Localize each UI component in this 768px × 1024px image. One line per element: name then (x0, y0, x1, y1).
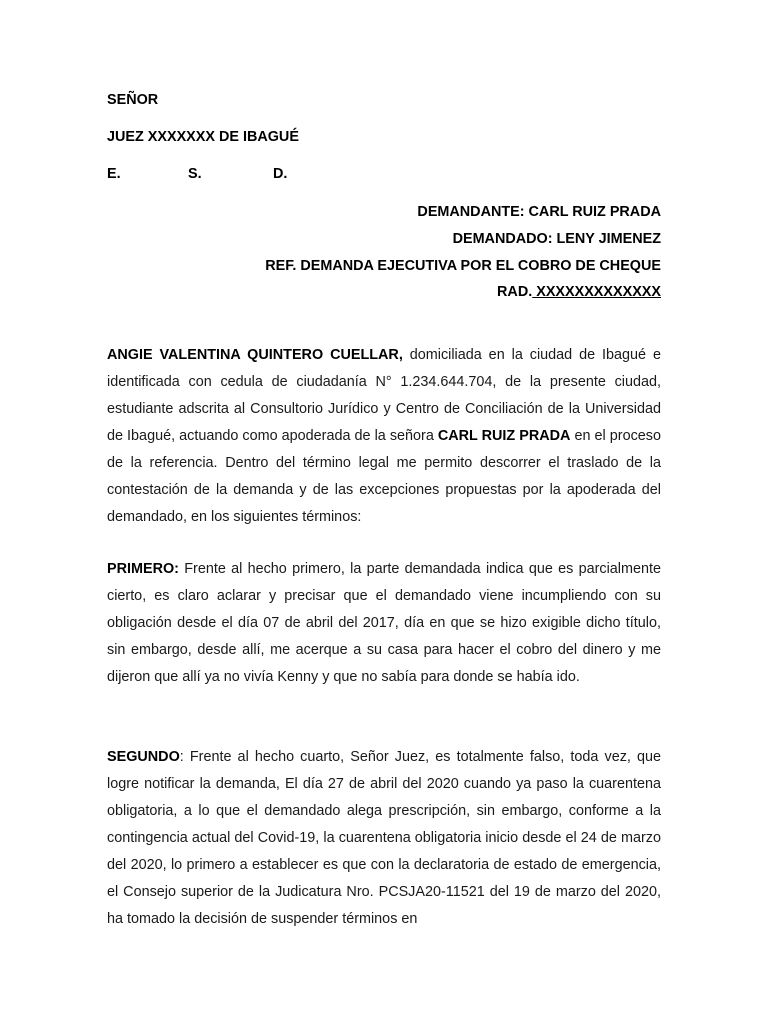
primero-paragraph (107, 556, 661, 691)
judge-line: JUEZ XXXXXXX DE IBAGUÉ (107, 129, 299, 145)
attorney-name: ANGIE VALENTINA QUINTERO CUELLAR, (107, 347, 403, 363)
esd-s: S. (188, 166, 202, 182)
intro-paragraph (107, 342, 661, 531)
segundo-text: : Frente al hecho cuarto, Señor Juez, es totalmente falso, toda vez, que logre notificar la demanda, El día 27 de abril del 2020 cuando ya paso la cuarentena obligatoria, a lo que el demandado alega prescripción, sin embargo, conforme a la contingencia actual del Covid-19, la cuarentena obligatoria inicio desde el 24 de marzo del 2020, lo primero a establecer es que con la declaratoria de estado de emergencia, el Consejo superior de la Judicatura Nro. PCSJA20-11521 del 19 de marzo del 2020, ha tomado la decisión de suspender términos en (107, 749, 661, 927)
primero-text: Frente al hecho primero, la parte demandada indica que es parcialmente cierto, es claro aclarar y precisar que el demandado viene incumpliendo con su obligación desde el día 07 de abril del 2017, día en que se hizo exigible dicho título, sin embargo, desde allí, me acerque a su casa para hacer el cobro del dinero y me dijeron que allí ya no vivía Kenny y que no sabía para donde se había ido. (107, 561, 661, 685)
esd-e: E. (107, 166, 121, 182)
segundo-paragraph (107, 744, 661, 933)
filing-number-line (497, 284, 661, 300)
esd-d: D. (273, 166, 288, 182)
primero-label: PRIMERO: (107, 561, 179, 577)
client-name: CARL RUIZ PRADA (437, 428, 571, 444)
intro-text-2: en el proceso de la referencia. Dentro del término legal me permito descorrer el traslado de la contestación de la demanda y de las excepciones propuestas por la apoderada del demandado, en los siguientes términos: (107, 428, 661, 525)
plaintiff-line: DEMANDANTE: CARL RUIZ PRADA (417, 204, 661, 220)
reference-line: REF. DEMANDA EJECUTIVA POR EL COBRO DE CHEQUE (265, 258, 661, 274)
segundo-label: SEGUNDO (107, 749, 180, 765)
rad-label: RAD. (497, 284, 533, 300)
salutation: SEÑOR (107, 92, 159, 108)
defendant-line: DEMANDADO: LENY JIMENEZ (452, 231, 661, 247)
rad-value: XXXXXXXXXXXXX (532, 284, 661, 300)
intro-text-1: domiciliada en la ciudad de Ibagué e identificada con cedula de ciudadanía N° 1.234.644.704, de la presente ciudad, estudiante adscrita al Consultorio Jurídico y Centro de Conciliación de la Universidad de Ibagué, actuando como apoderada de la señora (107, 347, 661, 444)
